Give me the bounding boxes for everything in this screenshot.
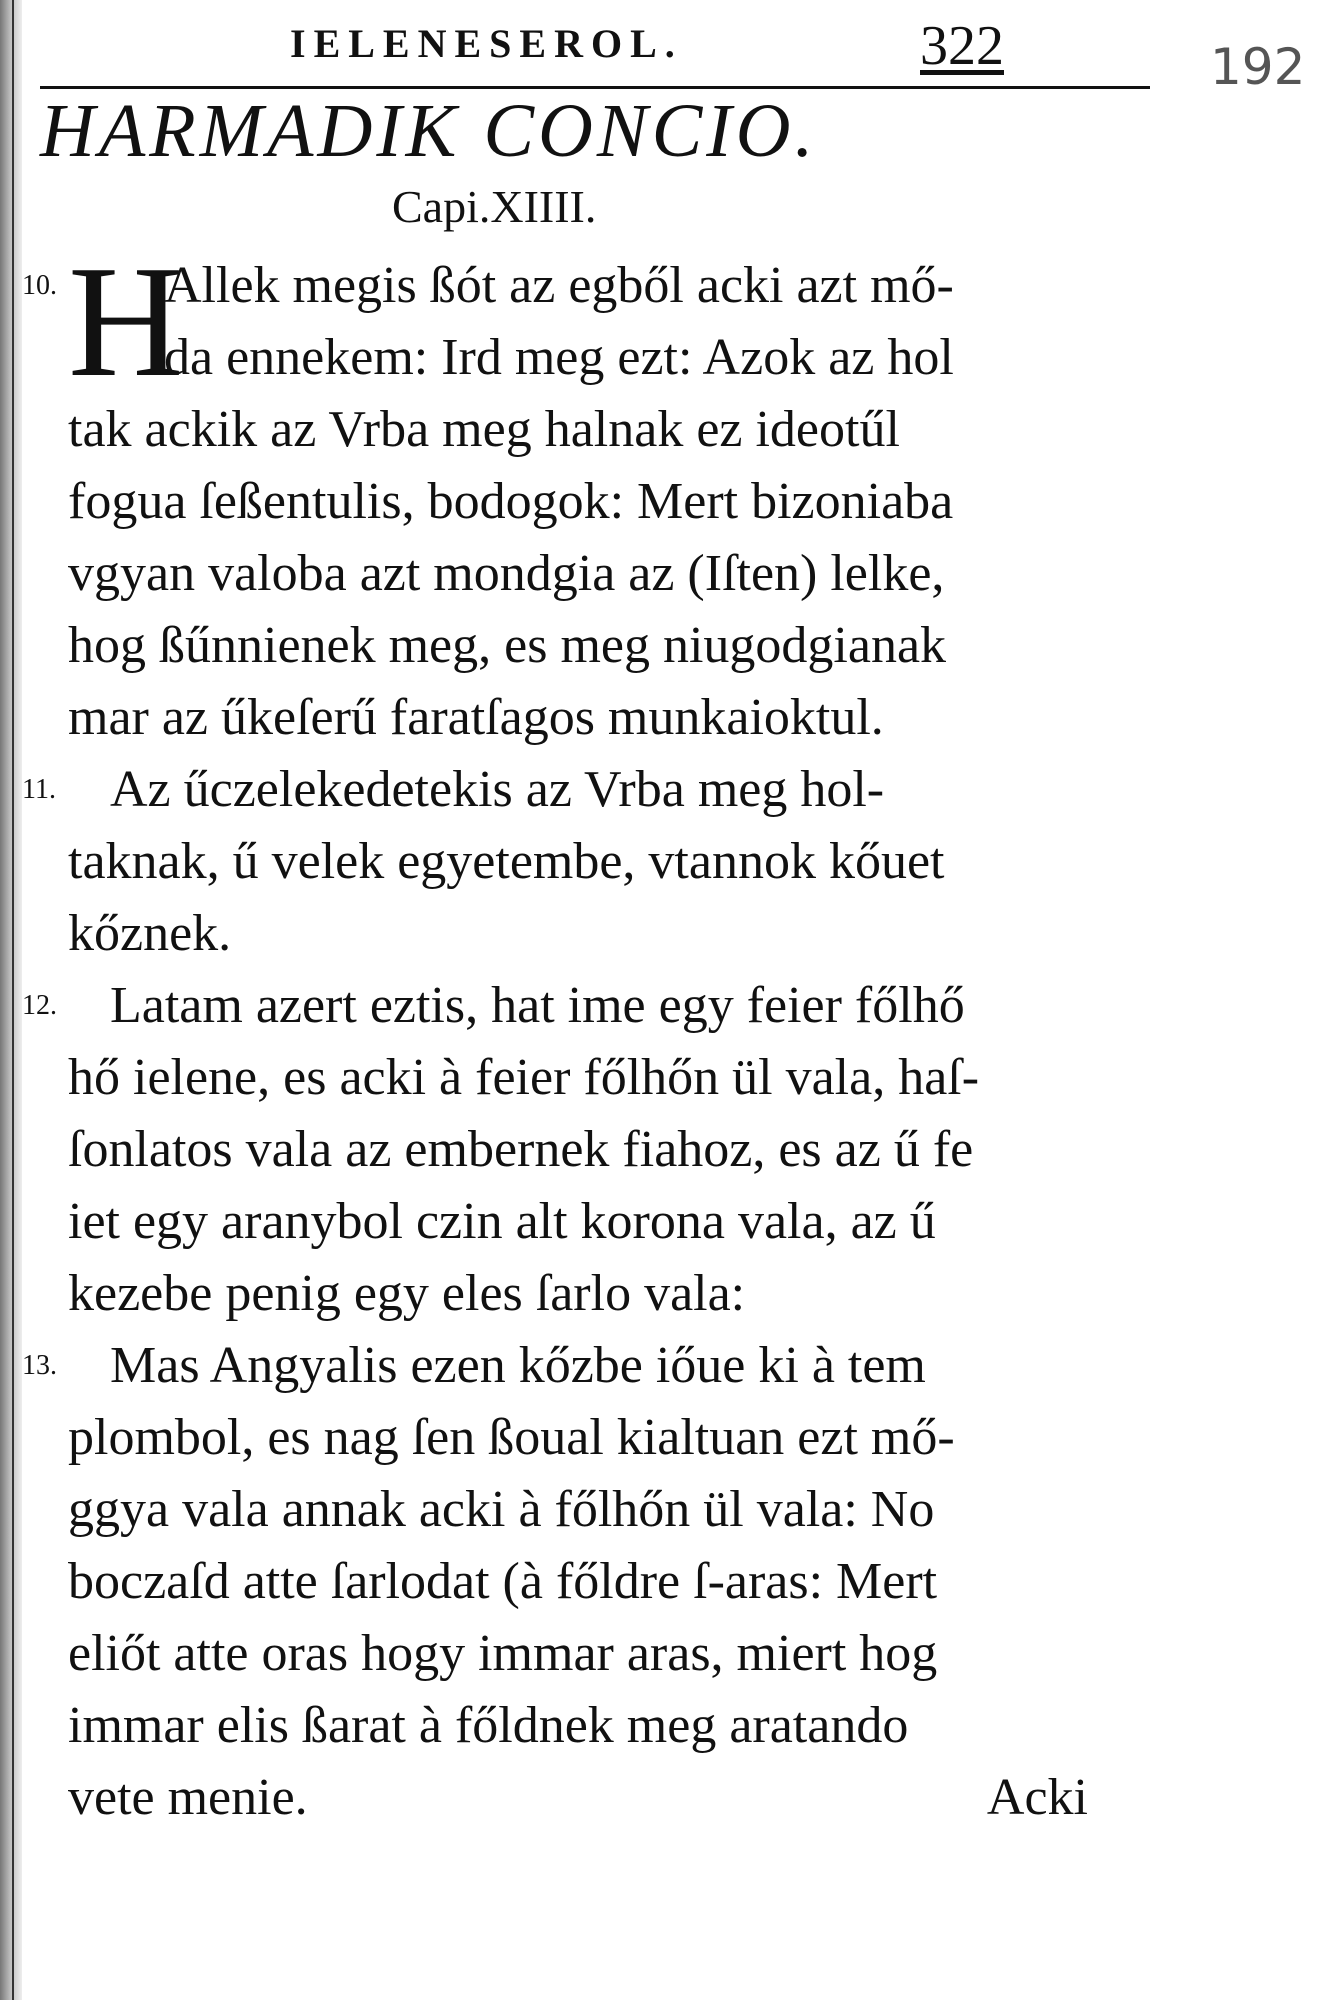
catchword: Acki — [986, 1769, 1088, 1826]
text-line — [68, 898, 1088, 970]
chapter-subtitle: Capi.XIIII. — [392, 181, 597, 232]
line-text: da ennekem: Ird meg ezt: Azok az hol — [164, 329, 954, 386]
line-text: vgyan valoba azt mondgia az (Iſten) lelke, — [68, 545, 945, 602]
text-line — [68, 826, 1088, 898]
line-text: immar elis ßarat à főldnek meg aratando — [68, 1697, 909, 1754]
verse-number: 10. — [22, 270, 57, 301]
line-text: iet egy aranybol czin alt korona vala, az ű — [68, 1193, 936, 1250]
line-text: vete menie. — [68, 1769, 308, 1826]
line-text: fogua ſeßentulis, bodogok: Mert bizoniaba — [68, 473, 954, 530]
text-line — [68, 322, 1088, 394]
line-text: mar az űkeſerű faratſagos munkaioktul. — [68, 689, 884, 746]
chapter-title: HARMADIK CONCIO. — [40, 89, 818, 173]
text-line — [22, 754, 1088, 826]
text-line — [22, 970, 1088, 1042]
page-number: 322 — [920, 15, 1004, 77]
body-text — [22, 232, 1088, 1834]
line-text: tak ackik az Vrba meg halnak ez ideotűl — [68, 401, 900, 458]
verse-number: 12. — [22, 990, 57, 1021]
text-line — [68, 394, 1088, 466]
text-line — [68, 1474, 1088, 1546]
text-line — [68, 1042, 1088, 1114]
text-line — [68, 1186, 1088, 1258]
verse-number: 13. — [22, 1350, 57, 1381]
verse-number: 11. — [22, 774, 56, 805]
gutter-line — [12, 0, 14, 2000]
book-spine-shadow — [0, 0, 22, 2000]
line-text: ggya vala annak acki à főlhőn ül vala: No — [68, 1481, 935, 1538]
text-line — [68, 1762, 1088, 1834]
line-text: hő ielene, es acki à feier főlhőn ül vala, haſ- — [68, 1049, 980, 1106]
text-line — [68, 682, 1088, 754]
line-text: kőznek. — [68, 905, 232, 962]
text-line — [68, 538, 1088, 610]
line-text: hog ßűnnienek meg, es meg niugodgianak — [68, 617, 947, 674]
text-line — [22, 1330, 1088, 1402]
text-line — [68, 1618, 1088, 1690]
margin-page-number: 192 — [1210, 38, 1306, 96]
line-text: kezebe penig egy eles ſarlo vala: — [68, 1265, 746, 1322]
line-text: eliőt atte oras hogy immar aras, miert hog — [68, 1625, 938, 1682]
line-text: Az űczelekedetekis az Vrba meg hol- — [110, 761, 885, 818]
line-text: Mas Angyalis ezen kőzbe iőue ki à tem — [110, 1337, 926, 1394]
text-line — [68, 1402, 1088, 1474]
line-text: plombol, es nag ſen ßoual kialtuan ezt mő- — [68, 1409, 955, 1466]
line-text: ſonlatos vala az embernek fiahoz, es az ű fe — [68, 1121, 974, 1178]
text-line — [68, 1690, 1088, 1762]
text-line — [68, 610, 1088, 682]
text-line — [68, 466, 1088, 538]
text-line — [68, 1114, 1088, 1186]
line-text: Latam azert eztis, hat ime egy feier főlhő — [110, 977, 965, 1034]
text-line — [68, 1546, 1088, 1618]
text-line — [68, 1258, 1088, 1330]
line-text: Allek megis ßót az egből acki azt mő- — [164, 257, 954, 314]
line-text: taknak, ű velek egyetembe, vtannok kőuet — [68, 833, 945, 890]
line-text: boczaſd atte ſarlodat (à főldre ſ-aras: Mert — [68, 1553, 938, 1610]
running-head: IELENESEROL. — [290, 21, 683, 66]
drop-cap: H — [68, 232, 184, 410]
